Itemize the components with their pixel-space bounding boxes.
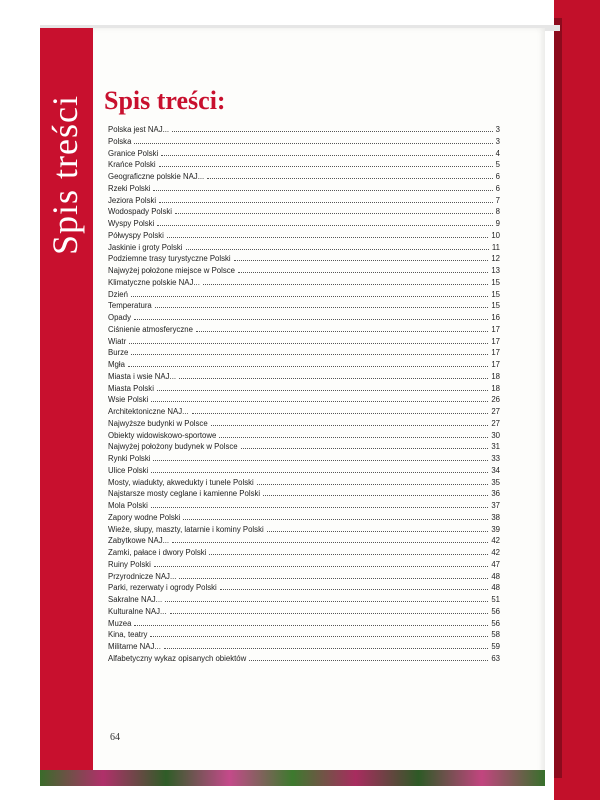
toc-dot-leader xyxy=(196,330,488,332)
toc-entry-title: Opady xyxy=(108,313,131,322)
toc-entry-title: Najwyższe budynki w Polsce xyxy=(108,418,208,428)
toc-entry-title: Wodospady Polski xyxy=(108,207,172,217)
toc-entry xyxy=(108,641,500,653)
toc-dot-leader xyxy=(165,600,488,602)
toc-dot-leader xyxy=(134,624,488,626)
toc-entry-page: 5 xyxy=(495,160,500,170)
toc-entry-title: Mola Polski xyxy=(108,501,148,510)
toc-dot-leader xyxy=(170,612,489,614)
toc-entry-title: Rzeki Polski xyxy=(108,183,151,193)
toc-dot-leader xyxy=(157,224,492,226)
toc-entry-page: 3 xyxy=(495,125,500,134)
toc-dot-leader xyxy=(179,577,488,579)
toc-entry xyxy=(108,394,500,406)
toc-entry-page: 38 xyxy=(491,512,500,522)
toc-entry-page: 4 xyxy=(495,148,500,158)
toc-entry-title: Jeziora Polski xyxy=(108,195,157,205)
toc-entry-title: Mgła xyxy=(108,360,125,369)
toc-entry-page: 6 xyxy=(495,183,500,193)
toc-entry xyxy=(108,336,500,348)
toc-entry-page: 27 xyxy=(491,418,500,428)
toc-entry xyxy=(108,500,500,512)
toc-dot-leader xyxy=(151,400,488,402)
toc-entry-page: 56 xyxy=(491,606,500,616)
toc-dot-leader xyxy=(249,659,488,661)
toc-dot-leader xyxy=(159,165,493,167)
toc-dot-leader xyxy=(175,212,493,214)
toc-dot-leader xyxy=(157,389,488,391)
toc-dot-leader xyxy=(257,483,489,485)
toc-entry-page: 35 xyxy=(491,477,500,487)
toc-entry xyxy=(108,383,500,395)
toc-entry-page: 17 xyxy=(491,324,500,334)
toc-entry-page: 15 xyxy=(491,277,500,287)
toc-dot-leader xyxy=(134,318,488,320)
toc-entry xyxy=(108,430,500,442)
toc-entry xyxy=(108,171,500,183)
toc-dot-leader xyxy=(159,201,493,203)
toc-entry xyxy=(108,453,500,465)
toc-dot-leader xyxy=(161,154,492,156)
toc-dot-leader xyxy=(128,365,488,367)
toc-entry-page: 6 xyxy=(495,172,500,181)
vertical-title: Spis treści xyxy=(45,95,85,255)
toc-entry-page: 11 xyxy=(491,242,500,252)
toc-entry-title: Najwyżej położone miejsce w Polsce xyxy=(108,266,235,275)
toc-entry-title: Militarne NAJ... xyxy=(108,642,161,651)
toc-entry-title: Wiatr xyxy=(108,336,127,346)
toc-entry-page: 26 xyxy=(491,395,500,405)
toc-dot-leader xyxy=(172,541,488,543)
page-number: 64 xyxy=(110,732,120,743)
toc-entry xyxy=(108,559,500,571)
toc-entry-page: 17 xyxy=(491,360,500,369)
toc-entry-title: Temperatura xyxy=(108,301,152,311)
toc-dot-leader xyxy=(172,130,493,132)
toc-entry-page: 34 xyxy=(491,465,500,475)
toc-dot-leader xyxy=(153,189,492,191)
toc-entry-page: 13 xyxy=(491,266,500,275)
toc-entry xyxy=(108,148,500,160)
toc-entry xyxy=(108,512,500,524)
toc-entry-title: Ruiny Polski xyxy=(108,559,151,569)
toc-dot-leader xyxy=(131,295,488,297)
toc-entry xyxy=(108,206,500,218)
toc-dot-leader xyxy=(129,342,488,344)
toc-entry xyxy=(108,359,500,371)
table-of-contents xyxy=(108,124,500,665)
toc-entry-title: Najwyżej położony budynek w Polsce xyxy=(108,442,238,452)
toc-dot-leader xyxy=(203,283,488,285)
toc-entry-title: Obiekty widowiskowo-sportowe xyxy=(108,430,217,440)
toc-entry xyxy=(108,524,500,536)
toc-entry-page: 17 xyxy=(491,336,500,346)
toc-entry-title: Muzea xyxy=(108,618,132,628)
toc-entry-page: 37 xyxy=(491,501,500,510)
toc-entry-title: Ulice Polski xyxy=(108,465,149,475)
toc-entry-page: 8 xyxy=(495,207,500,217)
book-cover-right xyxy=(554,0,600,800)
toc-entry-title: Miasta i wsie NAJ... xyxy=(108,371,177,381)
toc-entry-title: Sakralne NAJ... xyxy=(108,595,163,604)
toc-entry-title: Granice Polski xyxy=(108,148,159,158)
toc-entry-page: 30 xyxy=(491,430,500,440)
toc-entry xyxy=(108,465,500,477)
cover-flowers-strip xyxy=(40,770,545,786)
toc-dot-leader xyxy=(151,506,488,508)
toc-entry xyxy=(108,124,500,136)
toc-entry xyxy=(108,418,500,430)
toc-entry-page: 33 xyxy=(491,454,500,463)
toc-entry xyxy=(108,159,500,171)
toc-dot-leader xyxy=(186,248,489,250)
toc-entry-title: Zamki, pałace i dwory Polski xyxy=(108,548,207,557)
toc-entry-page: 48 xyxy=(491,583,500,593)
toc-dot-leader xyxy=(219,436,488,438)
toc-entry xyxy=(108,441,500,453)
toc-entry-title: Dzień xyxy=(108,289,128,299)
toc-entry-title: Geograficzne polskie NAJ... xyxy=(108,172,205,181)
toc-entry-page: 58 xyxy=(491,630,500,640)
toc-entry xyxy=(108,488,500,500)
toc-entry-page: 47 xyxy=(491,559,500,569)
toc-entry-page: 42 xyxy=(491,548,500,557)
toc-entry-title: Krańce Polski xyxy=(108,160,156,170)
toc-entry-page: 16 xyxy=(491,313,500,322)
toc-entry-title: Architektoniczne NAJ... xyxy=(108,407,189,416)
toc-entry-page: 10 xyxy=(491,230,500,240)
toc-entry xyxy=(108,347,500,359)
toc-entry-page: 36 xyxy=(491,489,500,499)
toc-entry xyxy=(108,242,500,254)
toc-entry-title: Alfabetyczny wykaz opisanych obiektów xyxy=(108,653,247,663)
toc-entry-title: Miasta Polski xyxy=(108,383,154,393)
toc-entry xyxy=(108,253,500,265)
toc-entry-page: 27 xyxy=(491,407,500,416)
toc-entry-title: Burze xyxy=(108,348,129,358)
toc-entry-title: Polska xyxy=(108,136,132,146)
toc-entry-page: 17 xyxy=(491,348,500,358)
toc-entry-title: Kina, teatry xyxy=(108,630,148,640)
toc-entry-title: Jaskinie i groty Polski xyxy=(108,242,183,252)
toc-entry-page: 3 xyxy=(495,136,500,146)
toc-entry xyxy=(108,300,500,312)
toc-entry-title: Wyspy Polski xyxy=(108,219,155,228)
toc-entry-page: 18 xyxy=(491,371,500,381)
toc-entry-page: 42 xyxy=(491,536,500,546)
toc-entry xyxy=(108,571,500,583)
toc-entry-title: Mosty, wiadukty, akwedukty i tunele Polski xyxy=(108,477,254,487)
toc-entry-page: 12 xyxy=(491,254,500,264)
toc-entry-title: Wieże, słupy, maszty, latarnie i kominy Polski xyxy=(108,524,264,534)
toc-entry-page: 39 xyxy=(491,524,500,534)
toc-entry-title: Podziemne trasy turystyczne Polski xyxy=(108,254,231,264)
toc-entry xyxy=(108,629,500,641)
toc-entry xyxy=(108,406,500,418)
toc-dot-leader xyxy=(238,271,488,273)
toc-dot-leader xyxy=(151,471,488,473)
toc-entry xyxy=(108,547,500,559)
toc-entry-page: 48 xyxy=(491,571,500,581)
toc-entry xyxy=(108,136,500,148)
toc-dot-leader xyxy=(207,177,492,179)
toc-entry-title: Polska jest NAJ... xyxy=(108,125,170,134)
toc-dot-leader xyxy=(167,236,488,238)
toc-dot-leader xyxy=(150,635,488,637)
toc-entry xyxy=(108,618,500,630)
toc-dot-leader xyxy=(179,377,488,379)
toc-entry-page: 18 xyxy=(491,383,500,393)
toc-entry xyxy=(108,312,500,324)
cover-shadow xyxy=(554,18,562,778)
toc-entry-page: 56 xyxy=(491,618,500,628)
toc-entry-title: Kulturalne NAJ... xyxy=(108,606,167,616)
toc-entry xyxy=(108,265,500,277)
toc-entry xyxy=(108,324,500,336)
page-heading: Spis treści: xyxy=(104,86,226,115)
toc-dot-leader xyxy=(183,518,488,520)
toc-entry-page: 31 xyxy=(491,442,500,452)
toc-entry-page: 9 xyxy=(495,219,500,228)
toc-entry xyxy=(108,289,500,301)
toc-entry xyxy=(108,277,500,289)
toc-dot-leader xyxy=(220,588,489,590)
toc-entry-title: Zapory wodne Polski xyxy=(108,512,181,522)
toc-dot-leader xyxy=(263,494,488,496)
toc-entry-title: Półwyspy Polski xyxy=(108,230,164,240)
toc-dot-leader xyxy=(267,530,489,532)
toc-entry-title: Parki, rezerwaty i ogrody Polski xyxy=(108,583,217,593)
toc-entry-title: Wsie Polski xyxy=(108,395,149,405)
toc-entry xyxy=(108,594,500,606)
toc-dot-leader xyxy=(234,259,489,261)
toc-dot-leader xyxy=(209,553,488,555)
toc-entry xyxy=(108,477,500,489)
toc-entry-title: Przyrodnicze NAJ... xyxy=(108,571,177,581)
toc-dot-leader xyxy=(131,353,488,355)
toc-entry xyxy=(108,653,500,665)
toc-entry-title: Zabytkowe NAJ... xyxy=(108,536,170,546)
toc-dot-leader xyxy=(164,647,488,649)
toc-dot-leader xyxy=(153,459,488,461)
toc-entry-page: 15 xyxy=(491,301,500,311)
toc-entry xyxy=(108,218,500,230)
toc-entry-title: Ciśnienie atmosferyczne xyxy=(108,324,193,334)
toc-dot-leader xyxy=(192,412,489,414)
toc-entry xyxy=(108,582,500,594)
toc-entry xyxy=(108,195,500,207)
toc-dot-leader xyxy=(241,447,489,449)
toc-entry xyxy=(108,183,500,195)
toc-entry-title: Najstarsze mosty ceglane i kamienne Polski xyxy=(108,489,261,499)
toc-dot-leader xyxy=(211,424,489,426)
toc-entry xyxy=(108,535,500,547)
toc-entry-page: 59 xyxy=(491,642,500,651)
toc-entry-page: 15 xyxy=(491,289,500,299)
toc-entry-page: 63 xyxy=(491,653,500,663)
toc-entry xyxy=(108,230,500,242)
toc-entry xyxy=(108,371,500,383)
toc-dot-leader xyxy=(134,142,492,144)
toc-dot-leader xyxy=(154,565,488,567)
toc-entry-title: Klimatyczne polskie NAJ... xyxy=(108,277,200,287)
toc-entry-title: Rynki Polski xyxy=(108,454,151,463)
toc-entry-page: 7 xyxy=(495,195,500,205)
toc-entry-page: 51 xyxy=(491,595,500,604)
toc-entry xyxy=(108,606,500,618)
toc-dot-leader xyxy=(155,306,489,308)
